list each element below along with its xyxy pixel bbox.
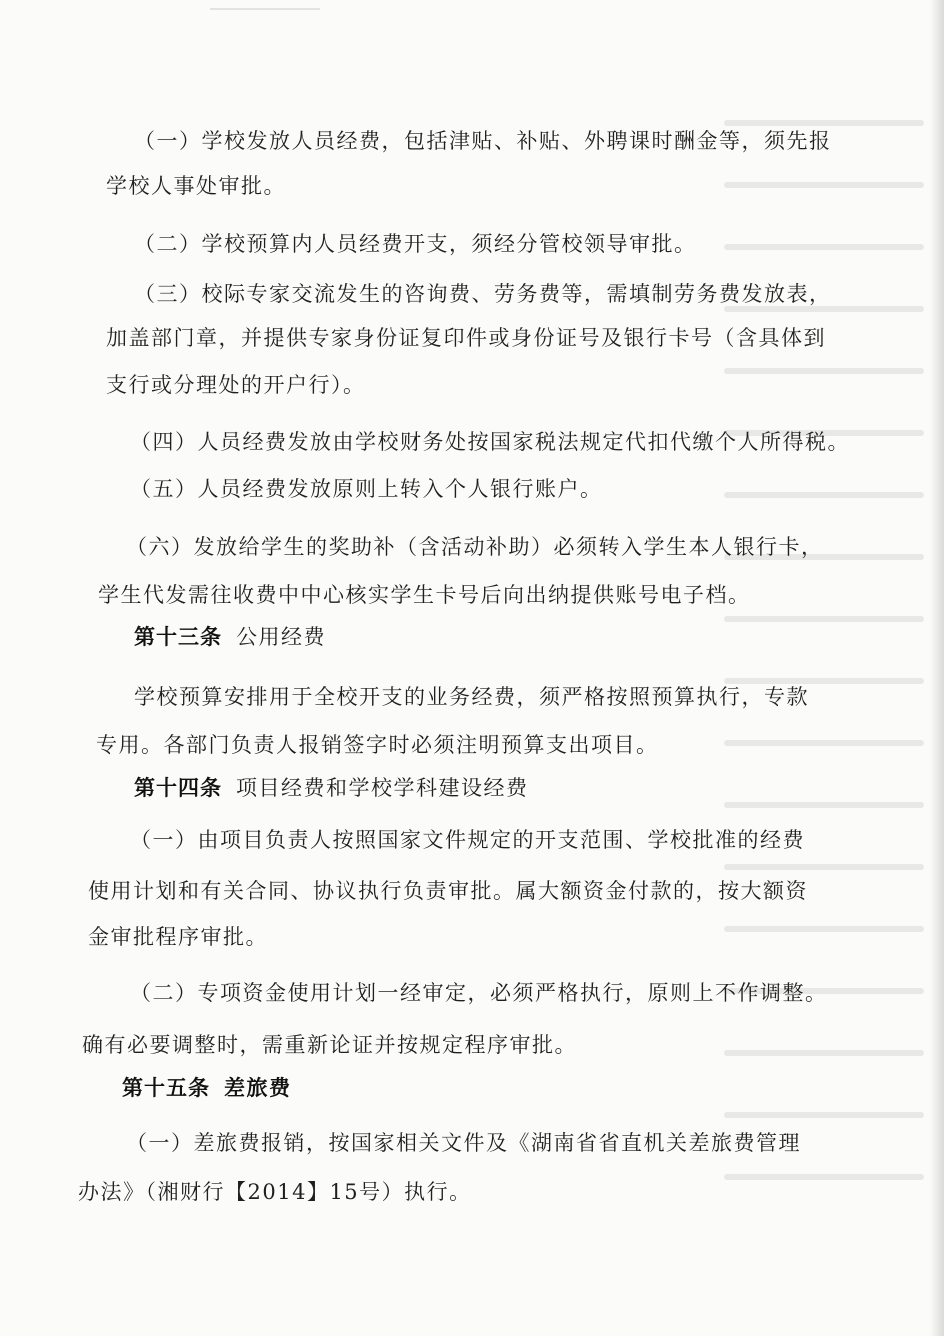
article-title: 差旅费 (224, 1075, 292, 1100)
paragraph-line: （三）校际专家交流发生的咨询费、劳务费等，需填制劳务费发放表， (134, 282, 832, 306)
paragraph-line: 确有必要调整时，需重新论证并按规定程序审批。 (82, 1033, 577, 1057)
paragraph-line: 使用计划和有关合同、协议执行负责审批。属大额资金付款的，按大额资 (88, 879, 808, 903)
paragraph-line: 专用。各部门负责人报销签字时必须注明预算支出项目。 (96, 733, 659, 757)
paragraph-line: （一）学校发放人员经费，包括津贴、补贴、外聘课时酬金等，须先报 (134, 129, 832, 153)
paragraph-line: （六）发放给学生的奖助补（含活动补助）必须转入学生本人银行卡， (126, 535, 824, 559)
paragraph-line: （一）由项目负责人按照国家文件规定的开支范围、学校批准的经费 (130, 828, 805, 852)
article-number: 第十五条 (122, 1075, 210, 1100)
paragraph-line: 学生代发需往收费中中心核实学生卡号后向出纳提供账号电子档。 (98, 583, 751, 607)
article-heading (122, 1074, 292, 1102)
scan-speck (210, 8, 320, 10)
article-number: 第十三条 (134, 624, 222, 649)
paragraph-line: （二）学校预算内人员经费开支，须经分管校领导审批。 (134, 232, 697, 256)
paragraph-line: 学校人事处审批。 (106, 174, 286, 198)
paragraph-line: 学校预算安排用于全校开支的业务经费，须严格按照预算执行，专款 (134, 685, 809, 709)
paragraph-line: 加盖部门章，并提供专家身份证复印件或身份证号及银行卡号（含具体到 (106, 326, 826, 350)
paragraph-line: （五）人员经费发放原则上转入个人银行账户。 (130, 477, 603, 501)
article-title: 公用经费 (236, 625, 326, 649)
paragraph-line: （二）专项资金使用计划一经审定，必须严格执行，原则上不作调整。 (130, 981, 828, 1005)
article-number: 第十四条 (134, 775, 222, 800)
paragraph-line: 支行或分理处的开户行）。 (106, 373, 366, 397)
paragraph-line: （四）人员经费发放由学校财务处按国家税法规定代扣代缴个人所得税。 (130, 430, 850, 454)
paragraph-line: （一）差旅费报销，按国家相关文件及《湖南省省直机关差旅费管理 (126, 1131, 801, 1155)
scan-edge-shadow (930, 0, 944, 1336)
article-title: 项目经费和学校学科建设经费 (236, 776, 529, 800)
paragraph-line: 办法》（湘财行【2014】15号）执行。 (78, 1180, 472, 1204)
paragraph-line: 金审批程序审批。 (88, 925, 268, 949)
article-heading (134, 774, 529, 802)
article-heading (134, 623, 326, 651)
